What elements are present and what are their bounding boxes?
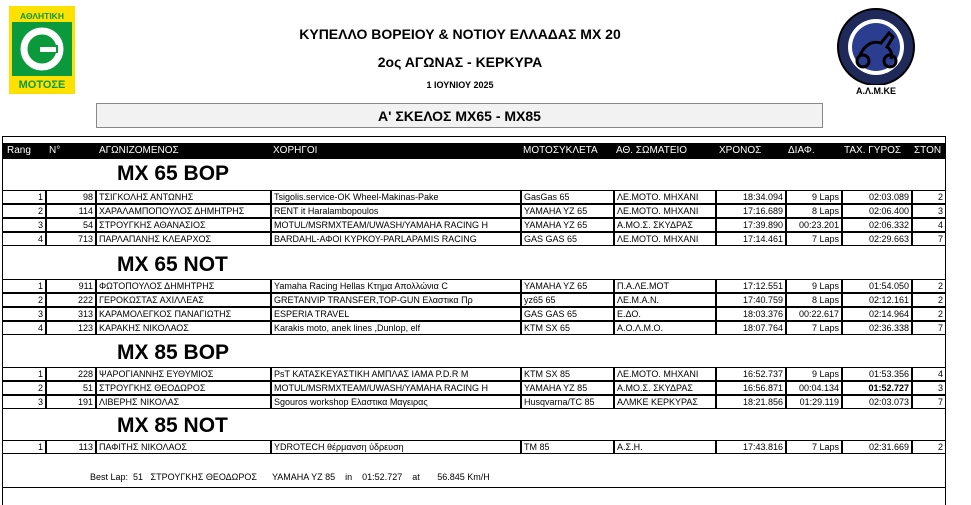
best-lap-cell: 02:36.338 (842, 321, 912, 335)
number-cell: 313 (46, 307, 96, 321)
time-cell: 16:56.871 (716, 381, 786, 395)
best-lap-summary: Best Lap: 51 ΣΤΡΟΥΓΚΗΣ ΘΕΟΔΩΡΟΣ YAMAHA YZ 85 in 01:52.727 at 56.845 Km/H (90, 472, 490, 482)
best-lap-cell: 02:03.073 (842, 395, 912, 409)
rider-cell: ΚΑΡΑΚΗΣ ΝΙΚΟΛΑΟΣ (96, 321, 271, 335)
col-rider: ΑΓΩΝΙΖΟΜΕΝΟΣ (99, 145, 179, 156)
lap-on-cell: 7 (912, 232, 946, 246)
best-lap-cell-overall: 01:52.727 (842, 381, 912, 395)
club-cell: ΑΛΜΚΕ ΚΕΡΚΥΡΑΣ (614, 395, 716, 409)
diff-cell: 00:04.134 (786, 381, 842, 395)
bike-cell: TM 85 (521, 440, 614, 454)
diff-cell: 00:23.201 (786, 218, 842, 232)
col-time: ΧΡΟΝΟΣ (719, 145, 762, 156)
col-best-lap: ΤΑΧ. ΓΥΡΟΣ (844, 145, 902, 156)
diff-cell: 01:29.119 (786, 395, 842, 409)
time-cell: 17:40.759 (716, 293, 786, 307)
lap-on-cell: 2 (912, 440, 946, 454)
footer-divider (2, 487, 946, 488)
table-row (2, 307, 946, 321)
col-club: ΑΘ. ΣΩΜΑΤΕΙΟ (616, 145, 688, 156)
bike-cell: YAMAHA YZ 65 (521, 218, 614, 232)
number-cell: 51 (46, 381, 96, 395)
rang-cell: 2 (2, 204, 46, 218)
athlitiki-moto-logo (9, 6, 75, 94)
table-row (2, 440, 946, 454)
rider-cell: ΣΤΡΟΥΓΚΗΣ ΘΕΟΔΩΡΟΣ (96, 381, 271, 395)
diff-cell: 9 Laps (786, 367, 842, 381)
rider-cell: ΤΣΙΓΚΟΛΗΣ ΑΝΤΩΝΗΣ (96, 190, 271, 204)
best-lap-cell: 02:06.332 (842, 218, 912, 232)
lap-on-cell: 2 (912, 293, 946, 307)
best-lap-cell: 02:12.161 (842, 293, 912, 307)
number-cell: 191 (46, 395, 96, 409)
number-cell: 98 (46, 190, 96, 204)
number-cell: 123 (46, 321, 96, 335)
sponsors-cell: RENT it Haralambopoulos (271, 204, 521, 218)
rang-cell: 2 (2, 381, 46, 395)
rider-cell: ΣΤΡΟΥΓΚΗΣ ΑΘΑΝΑΣΙΟΣ (96, 218, 271, 232)
section-title: Α' ΣΚΕΛΟΣ ΜΧ65 - ΜΧ85 (96, 103, 823, 128)
col-rang: Rang (7, 145, 31, 156)
rider-cell: ΧΑΡΑΛΑΜΠΟΠΟΥΛΟΣ ΔΗΜΗΤΡΗΣ (96, 204, 271, 218)
lap-on-cell: 2 (912, 279, 946, 293)
time-cell: 17:43.816 (716, 440, 786, 454)
event-date: 1 ΙΟΥΝΙΟΥ 2025 (426, 80, 494, 90)
lap-on-cell: 2 (912, 307, 946, 321)
results-header-row (2, 143, 946, 159)
diff-cell: 9 Laps (786, 279, 842, 293)
time-cell: 18:03.376 (716, 307, 786, 321)
rang-cell: 3 (2, 307, 46, 321)
time-cell: 17:14.461 (716, 232, 786, 246)
rider-cell: ΠΑΡΛΑΠΑΝΗΣ ΚΛΕΑΡΧΟΣ (96, 232, 271, 246)
class-title: MX 65 ΝΟΤ (117, 253, 228, 276)
lap-on-cell: 3 (912, 204, 946, 218)
class-title: MX 85 ΝΟΤ (117, 414, 228, 437)
time-cell: 18:34.094 (716, 190, 786, 204)
sponsors-cell: YDROTECH θέρμανση ύδρευση (271, 440, 521, 454)
rang-cell: 3 (2, 218, 46, 232)
best-lap-cell: 01:54.050 (842, 279, 912, 293)
table-row (2, 321, 946, 335)
time-cell: 18:21.856 (716, 395, 786, 409)
sponsors-cell: Tsigolis.service-OK Wheel-Makinas-Pake (271, 190, 521, 204)
col-lap-on: ΣΤΟΝ (914, 145, 942, 156)
sponsors-cell: Karakis moto, anek lines ,Dunlop, elf (271, 321, 521, 335)
sponsors-cell: MOTUL/MSRMXTEAM/UWASH/YAMAHA RACING H (271, 381, 521, 395)
time-cell: 18:07.764 (716, 321, 786, 335)
club-cell: ΛΕ.Μ.Α.Ν. (614, 293, 716, 307)
rider-cell: ΦΩΤΟΠΟΥΛΟΣ ΔΗΜΗΤΡΗΣ (96, 279, 271, 293)
time-cell: 17:39.890 (716, 218, 786, 232)
rang-cell: 3 (2, 395, 46, 409)
table-row (2, 218, 946, 232)
time-cell: 17:16.689 (716, 204, 786, 218)
rider-cell: ΠΑΦΙΤΗΣ ΝΙΚΟΛΑΟΣ (96, 440, 271, 454)
best-lap-cell: 02:03.089 (842, 190, 912, 204)
bike-cell: GasGas 65 (521, 190, 614, 204)
col-diff: ΔΙΑΦ. (788, 145, 815, 156)
lap-on-cell: 7 (912, 395, 946, 409)
rang-cell: 4 (2, 232, 46, 246)
lap-on-cell: 4 (912, 218, 946, 232)
table-row (2, 395, 946, 409)
table-row (2, 204, 946, 218)
rang-cell: 1 (2, 190, 46, 204)
diff-cell: 7 Laps (786, 232, 842, 246)
best-lap-cell: 02:14.964 (842, 307, 912, 321)
club-cell: Α.ΜΟ.Σ. ΣΚΥΔΡΑΣ (614, 218, 716, 232)
lap-on-cell: 2 (912, 190, 946, 204)
time-cell: 17:12.551 (716, 279, 786, 293)
best-lap-cell: 02:06.400 (842, 204, 912, 218)
club-cell: ΛΕ.ΜΟΤΟ. ΜΗΧΑΝΙ (614, 232, 716, 246)
rang-cell: 4 (2, 321, 46, 335)
diff-cell: 00:22.617 (786, 307, 842, 321)
svg-text:Α.Λ.Μ.ΚΕ: Α.Λ.Μ.ΚΕ (855, 86, 897, 96)
col-sponsors: ΧΟΡΗΓΟΙ (273, 145, 318, 156)
rang-cell: 1 (2, 279, 46, 293)
lap-on-cell: 7 (912, 321, 946, 335)
rang-cell: 1 (2, 367, 46, 381)
table-row (2, 279, 946, 293)
time-cell: 16:52.737 (716, 367, 786, 381)
event-title: ΚΥΠΕΛΛΟ ΒΟΡΕΙΟΥ & ΝΟΤΙΟΥ ΕΛΛΑΔΑΣ MX 20 (299, 26, 621, 42)
bike-cell: Husqvarna/TC 85 (521, 395, 614, 409)
bike-cell: YAMAHA YZ 85 (521, 381, 614, 395)
table-row (2, 190, 946, 204)
number-cell: 113 (46, 440, 96, 454)
svg-text:ΜΟΤΟΣΕ: ΜΟΤΟΣΕ (18, 79, 66, 91)
best-lap-cell: 01:53.356 (842, 367, 912, 381)
bike-cell: KTM SX 85 (521, 367, 614, 381)
bike-cell: KTM SX 65 (521, 321, 614, 335)
diff-cell: 7 Laps (786, 440, 842, 454)
table-row (2, 293, 946, 307)
number-cell: 54 (46, 218, 96, 232)
rang-cell: 2 (2, 293, 46, 307)
diff-cell: 8 Laps (786, 293, 842, 307)
bike-cell: GAS GAS 65 (521, 307, 614, 321)
diff-cell: 9 Laps (786, 190, 842, 204)
club-cell: Α.ΜΟ.Σ. ΣΚΥΔΡΑΣ (614, 381, 716, 395)
class-title: MX 65 ΒΟΡ (117, 162, 230, 185)
sponsors-cell: ESPERIA TRAVEL (271, 307, 521, 321)
club-cell: ΛΕ.ΜΟΤΟ. ΜΗΧΑΝΙ (614, 204, 716, 218)
svg-text:ΑΘΛΗΤΙΚΗ: ΑΘΛΗΤΙΚΗ (20, 11, 64, 21)
best-lap-cell: 02:29.663 (842, 232, 912, 246)
table-row (2, 381, 946, 395)
table-row (2, 232, 946, 246)
diff-cell: 7 Laps (786, 321, 842, 335)
diff-cell: 8 Laps (786, 204, 842, 218)
club-cell: Α.Ο.Λ.Μ.Ο. (614, 321, 716, 335)
lap-on-cell: 3 (912, 381, 946, 395)
class-title: MX 85 ΒΟΡ (117, 341, 230, 364)
rider-cell: ΨΑΡΟΓΙΑΝΝΗΣ ΕΥΘΥΜΙΟΣ (96, 367, 271, 381)
number-cell: 228 (46, 367, 96, 381)
almke-club-logo (835, 5, 917, 97)
club-cell: Ε.ΔΟ. (614, 307, 716, 321)
club-cell: ΛΕ.ΜΟΤΟ. ΜΗΧΑΝΙ (614, 190, 716, 204)
club-cell: ΛΕ.ΜΟΤΟ. ΜΗΧΑΝΙ (614, 367, 716, 381)
col-number: N° (49, 145, 61, 156)
sponsors-cell: Sgouros workshop Ελαστικα Μαγειρας (271, 395, 521, 409)
col-bike: ΜΟΤΟΣΥΚΛΕΤΑ (523, 145, 598, 156)
best-lap-cell: 02:31.669 (842, 440, 912, 454)
club-cell: Π.Α.ΛΕ.ΜΟΤ (614, 279, 716, 293)
sponsors-cell: PsT ΚΑΤΑΣΚΕΥΑΣΤΙΚΗ ΑΜΠΛΑΣ ΙΑΜΑ P.D.R M (271, 367, 521, 381)
sponsors-cell: Yamaha Racing Hellas Κτημα Απολλώνια C (271, 279, 521, 293)
table-row (2, 367, 946, 381)
bike-cell: YAMAHA YZ 65 (521, 279, 614, 293)
rang-cell: 1 (2, 440, 46, 454)
number-cell: 713 (46, 232, 96, 246)
bike-cell: yz65 65 (521, 293, 614, 307)
rider-cell: ΚΑΡΑΜΟΛΕΓΚΟΣ ΠΑΝΑΓΙΩΤΗΣ (96, 307, 271, 321)
rider-cell: ΛΙΒΕΡΗΣ ΝΙΚΟΛΑΣ (96, 395, 271, 409)
club-cell: Α.Σ.Η. (614, 440, 716, 454)
event-subtitle: 2ος ΑΓΩΝΑΣ - ΚΕΡΚΥΡΑ (377, 54, 543, 70)
number-cell: 911 (46, 279, 96, 293)
sponsors-cell: BARDAHL-ΑΦΟΙ ΚΥΡΚΟΥ-PARLAPAMIS RACING (271, 232, 521, 246)
lap-on-cell: 4 (912, 367, 946, 381)
bike-cell: YAMAHA YZ 65 (521, 204, 614, 218)
number-cell: 114 (46, 204, 96, 218)
bike-cell: GAS GAS 65 (521, 232, 614, 246)
sponsors-cell: GRETANVIP TRANSFER,TOP-GUN Ελαστικα Πρ (271, 293, 521, 307)
rider-cell: ΓΕΡΟΚΩΣΤΑΣ ΑΧΙΛΛΕΑΣ (96, 293, 271, 307)
sponsors-cell: MOTUL/MSRMXTEAM/UWASH/YAMAHA RACING H (271, 218, 521, 232)
number-cell: 222 (46, 293, 96, 307)
